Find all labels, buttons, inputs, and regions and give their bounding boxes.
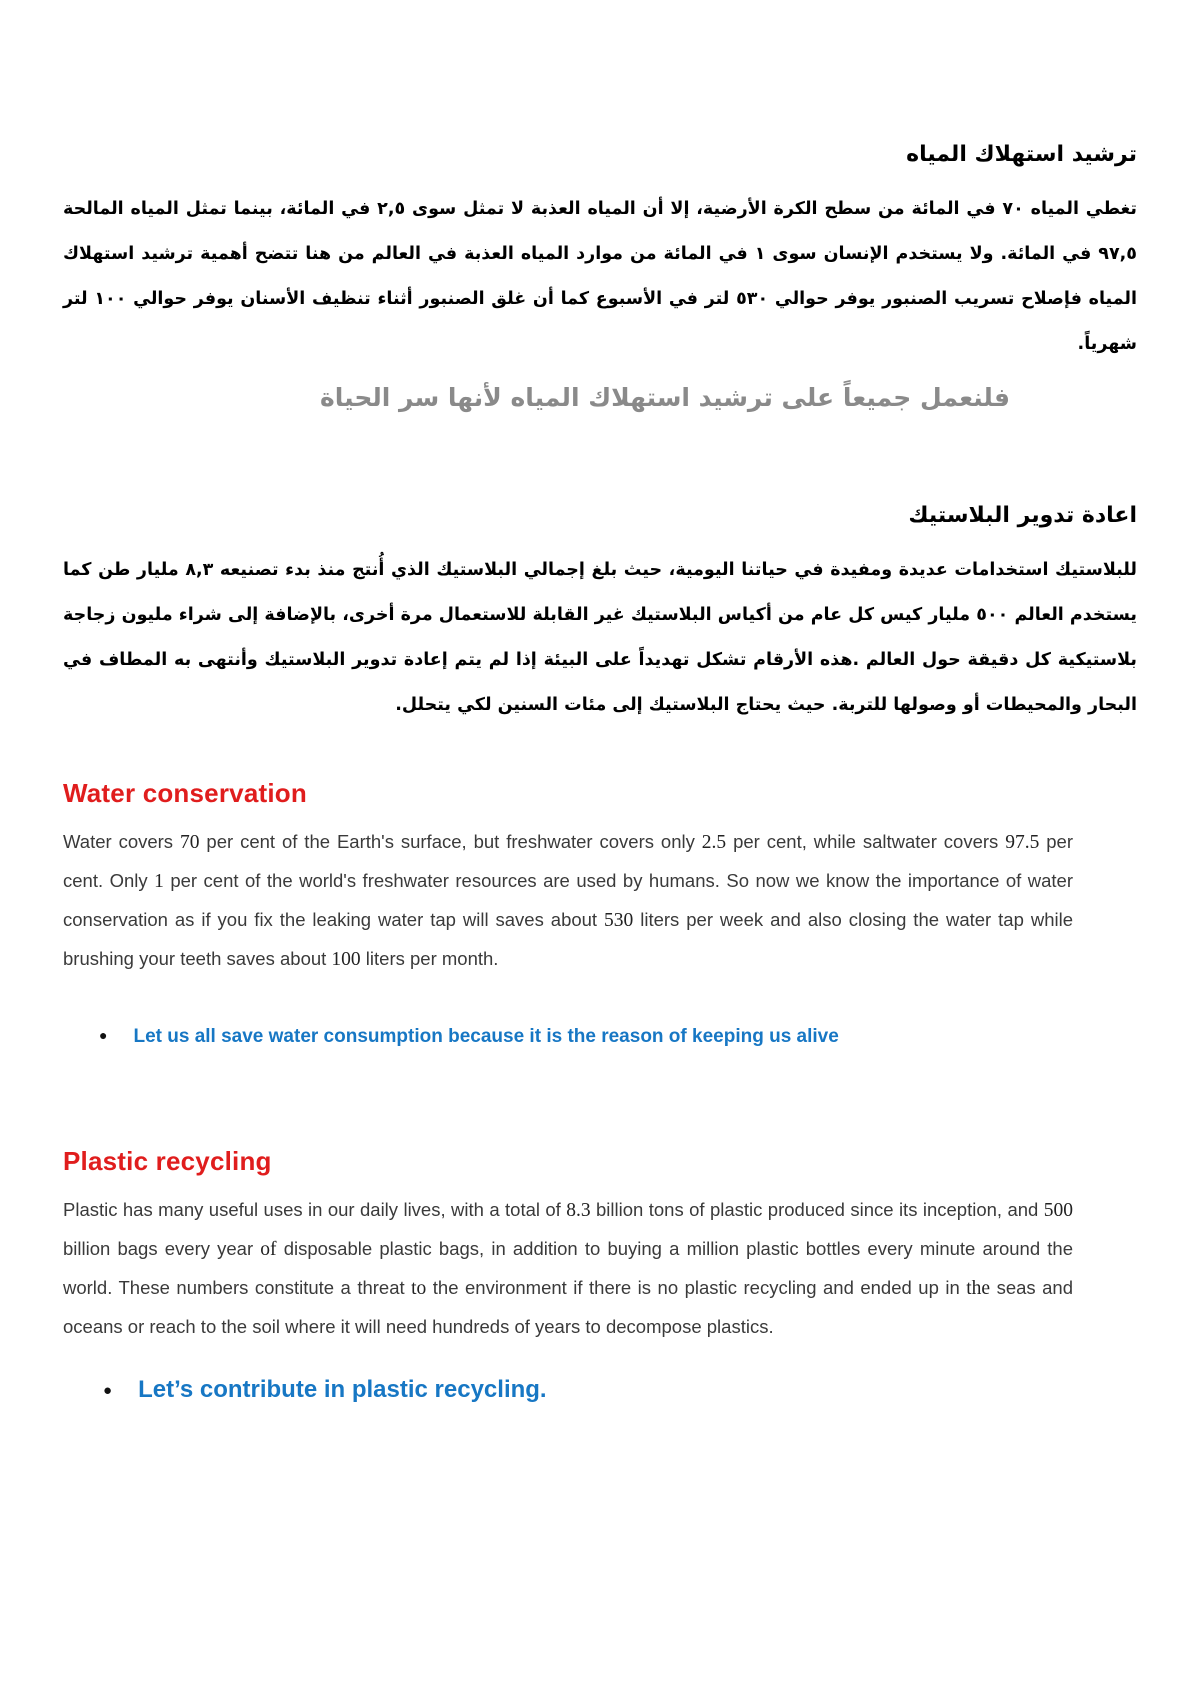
section-arabic-water bbox=[63, 142, 1137, 419]
bullet-dot-icon: ● bbox=[103, 1381, 113, 1399]
english-plastic-title: Plastic recycling bbox=[63, 1145, 272, 1176]
arabic-plastic-title: اعادة تدوير البلاستيك bbox=[908, 503, 1137, 528]
english-plastic-paragraph: Plastic has many useful uses in our daily lives, with a total of 8.3 billion tons of plastic produced since its inception, and 500 billion bags every year of disposable plastic bags, in addition to buying a million plastic bottles every minute around the world. These numbers constitute a threat to the environment if there is no plastic recycling and ended up in the seas and oceans or reach to the soil where it will need hundreds of years to decompose plastics. bbox=[63, 1198, 1073, 1337]
arabic-water-title: ترشيد استهلاك المياه bbox=[906, 142, 1137, 167]
arabic-water-paragraph: تغطي المياه ٧٠ في المائة من سطح الكرة الأرضية، إلا أن المياه العذبة لا تمثل سوى ٢,٥ في المائة، بينما تمثل المياه المالحة ٩٧,٥ في المائة. ولا يستخدم الإنسان سوى ١ في المائة من موارد المياه العذبة في العالم من هنا تتضح أهمية ترشيد استهلاك المياه فإصلاح تسريب الصنبور يوفر حوالي ٥٣٠ لتر في الأسبوع كما أن غلق الصنبور أثناء تنظيف الأسنان يوفر حوالي ١٠٠ لتر شهرياً. bbox=[63, 199, 1137, 354]
plastic-bullet-text: Let’s contribute in plastic recycling. bbox=[138, 1375, 547, 1403]
water-bullet-item bbox=[99, 1025, 1137, 1050]
plastic-bullet-item bbox=[103, 1374, 1137, 1405]
arabic-plastic-paragraph: للبلاستيك استخدامات عديدة ومفيدة في حياتنا اليومية، حيث بلغ إجمالي البلاستيك الذي أُنتج منذ بدء تصنيعه ٨,٣ مليار طن كما يستخدم العالم ٥٠٠ مليار كيس كل عام من أكياس البلاستيك غير القابلة للاستعمال مرة أخرى، بالإضافة إلى شراء مليون زجاجة بلاستيكية كل دقيقة حول العالم .هذه الأرقام تشكل تهديداً على البيئة إذا لم يتم إعادة تدوير البلاستيك وأنتهى به المطاف في البحار والمحيطات أو وصولها للتربة. حيث يحتاج البلاستيك إلى مئات السنين لكي يتحلل. bbox=[63, 560, 1137, 715]
water-bullet-text: Let us all save water consumption because it is the reason of keeping us alive bbox=[133, 1026, 839, 1047]
bullet-dot-icon: ● bbox=[99, 1027, 108, 1043]
section-arabic-plastic bbox=[63, 503, 1137, 728]
arabic-water-slogan: فلنعمل جميعاً على ترشيد استهلاك المياه لأنها سر الحياة bbox=[319, 383, 1010, 412]
section-english-water bbox=[63, 778, 1137, 1050]
section-english-plastic bbox=[63, 1146, 1137, 1405]
english-water-paragraph: Water covers 70 per cent of the Earth's surface, but freshwater covers only 2.5 per cent, while saltwater covers 97.5 per cent. Only 1 per cent of the world's freshwater resources are used by humans. So now we know the importance of water conservation as if you fix the leaking water tap will saves about 530 liters per week and also closing the water tap while brushing your teeth saves about 100 liters per month. bbox=[63, 831, 1073, 970]
english-water-title: Water conservation bbox=[63, 778, 307, 808]
